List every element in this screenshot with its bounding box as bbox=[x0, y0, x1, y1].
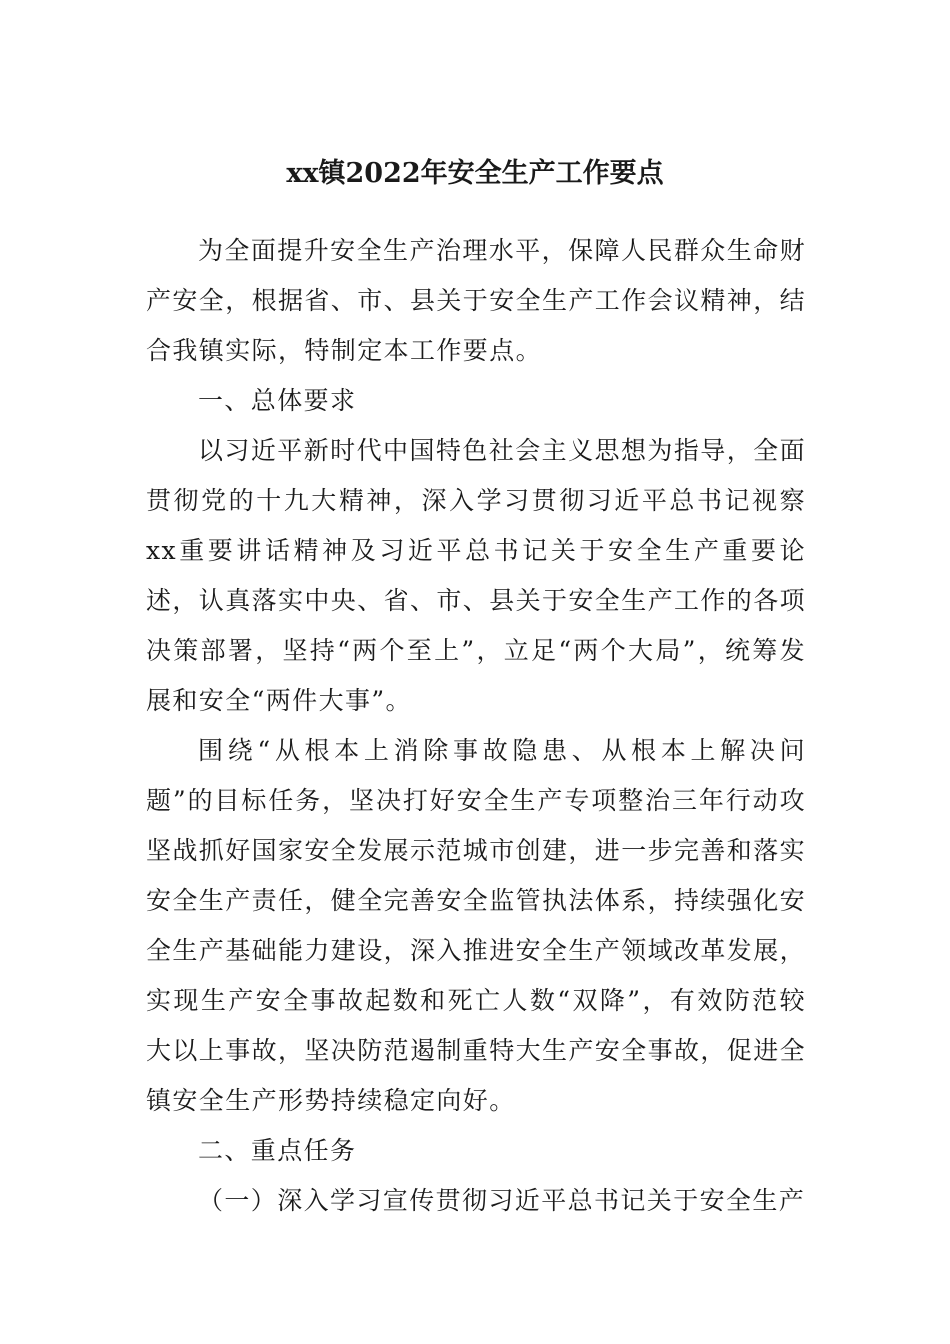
document-title: xx镇2022年安全生产工作要点 bbox=[286, 158, 664, 189]
section-heading-general-requirements: 一、总体要求 bbox=[198, 386, 357, 415]
body-paragraph: 以习近平新时代中国特色社会主义思想为指导，全面贯彻党的十九大精神，深入学习贯彻习近平总书记视察xx重要讲话精神及习近平总书记关于安全生产重要论述，认真落实中央、省、市、县关于安全生产工作的各项决策部署，坚持“两个至上”，立足“两个大局”，统筹发展和安全“两件大事”。 bbox=[146, 436, 807, 715]
document-body bbox=[146, 226, 806, 1226]
intro-paragraph: 为全面提升安全生产治理水平，保障人民群众生命财产安全，根据省、市、县关于安全生产工作会议精神，结合我镇实际，特制定本工作要点。 bbox=[146, 236, 807, 365]
section-heading-key-tasks: 二、重点任务 bbox=[198, 1136, 357, 1165]
body-paragraph: 围绕“从根本上消除事故隐患、从根本上解决问题”的目标任务，坚决打好安全生产专项整治三年行动攻坚战抓好国家安全发展示范城市创建，进一步完善和落实安全生产责任，健全完善安全监管执法体系，持续强化安全生产基础能力建设，深入推进安全生产领域改革发展，实现生产安全事故起数和死亡人数“双降”，有效防范较大以上事故，坚决防范遏制重特大生产安全事故，促进全镇安全生产形势持续稳定向好。 bbox=[146, 736, 807, 1115]
subsection-heading: （一）深入学习宣传贯彻习近平总书记关于安全生产 bbox=[198, 1186, 806, 1215]
